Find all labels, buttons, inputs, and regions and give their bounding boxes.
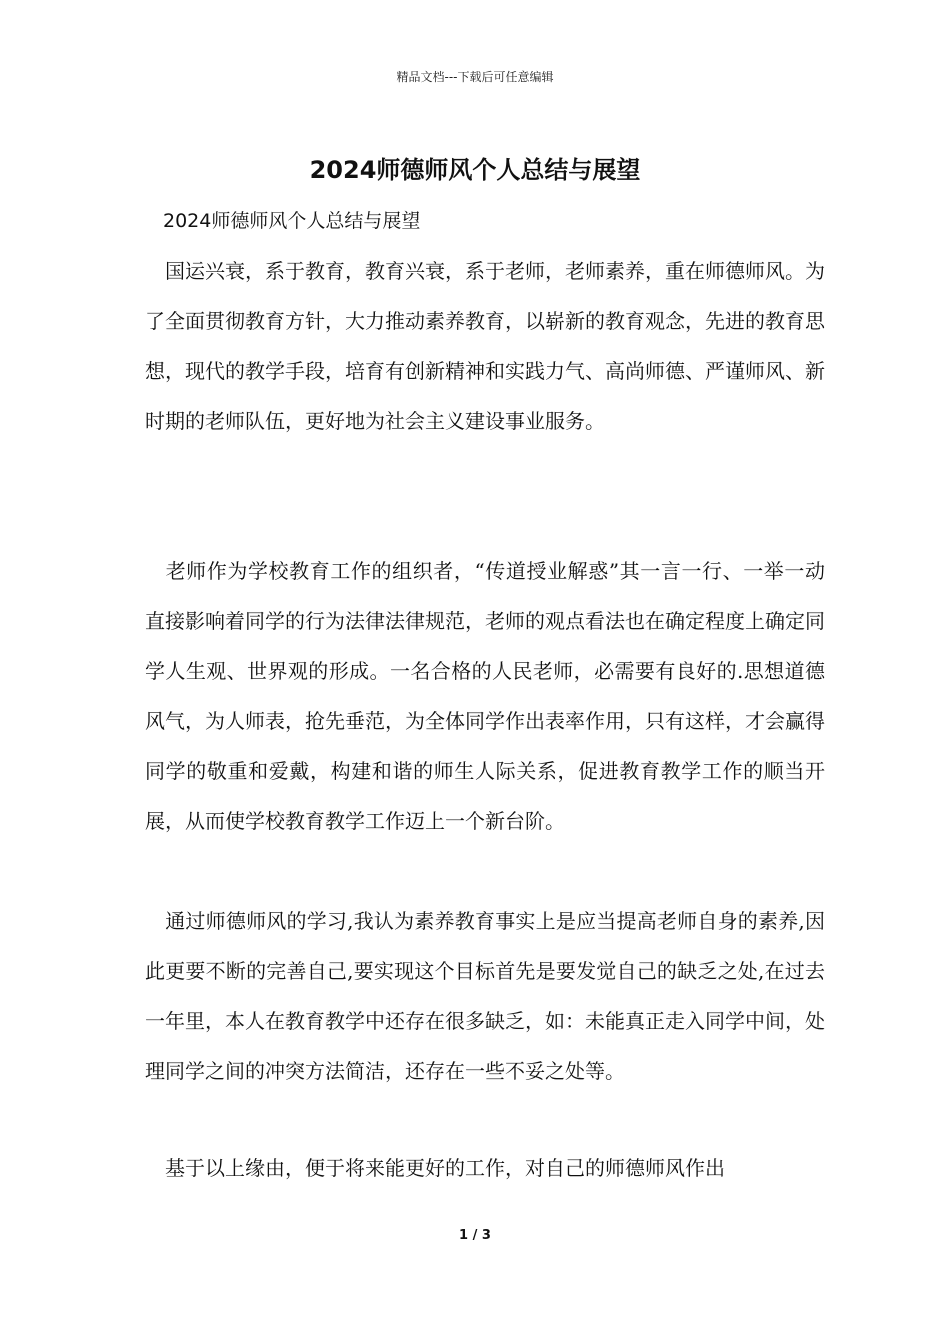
paragraph-1: 国运兴衰，系于教育，教育兴衰，系于老师，老师素养，重在师德师风。为了全面贯彻教育方针，大力推动素养教育，以崭新的教育观念，先进的教育思想，现代的教学手段，培育有创新精神和实践力气、高尚师德、严谨师风、新时期的老师队伍，更好地为社会主义建设事业服务。 bbox=[145, 259, 825, 433]
paragraph-3: 通过师德师风的学习,我认为素养教育事实上是应当提高老师自身的素养,因此更要不断的完善自己,要实现这个目标首先是要发觉自己的缺乏之处,在过去一年里，本人在教育教学中还存在很多缺乏，如：未能真正走入同学中间，处理同学之间的冲突方法简洁，还存在一些不妥之处等。 bbox=[145, 909, 825, 1083]
page-header: 精品文档---下载后可任意编辑 bbox=[396, 70, 554, 84]
page-number: 1 / 3 bbox=[459, 1228, 491, 1243]
paragraph-2: 老师作为学校教育工作的组织者，“传道授业解惑”其一言一行、一举一动直接影响着同学的行为法律法律规范，老师的观点看法也在确定程度上确定同学人生观、世界观的形成。一名合格的人民老师，必需要有良好的.思想道德风气，为人师表，抢先垂范，为全体同学作出表率作用，只有这样，才会赢得同学的敬重和爱戴，构建和谐的师生人际关系，促进教育教学工作的顺当开展，从而使学校教育教学工作迈上一个新台阶。 bbox=[145, 559, 825, 833]
document-title: 2024师德师风个人总结与展望 bbox=[309, 156, 641, 184]
document-subtitle: 2024师德师风个人总结与展望 bbox=[163, 210, 421, 232]
paragraph-4: 基于以上缘由，便于将来能更好的工作，对自己的师德师风作出 bbox=[145, 1156, 725, 1180]
